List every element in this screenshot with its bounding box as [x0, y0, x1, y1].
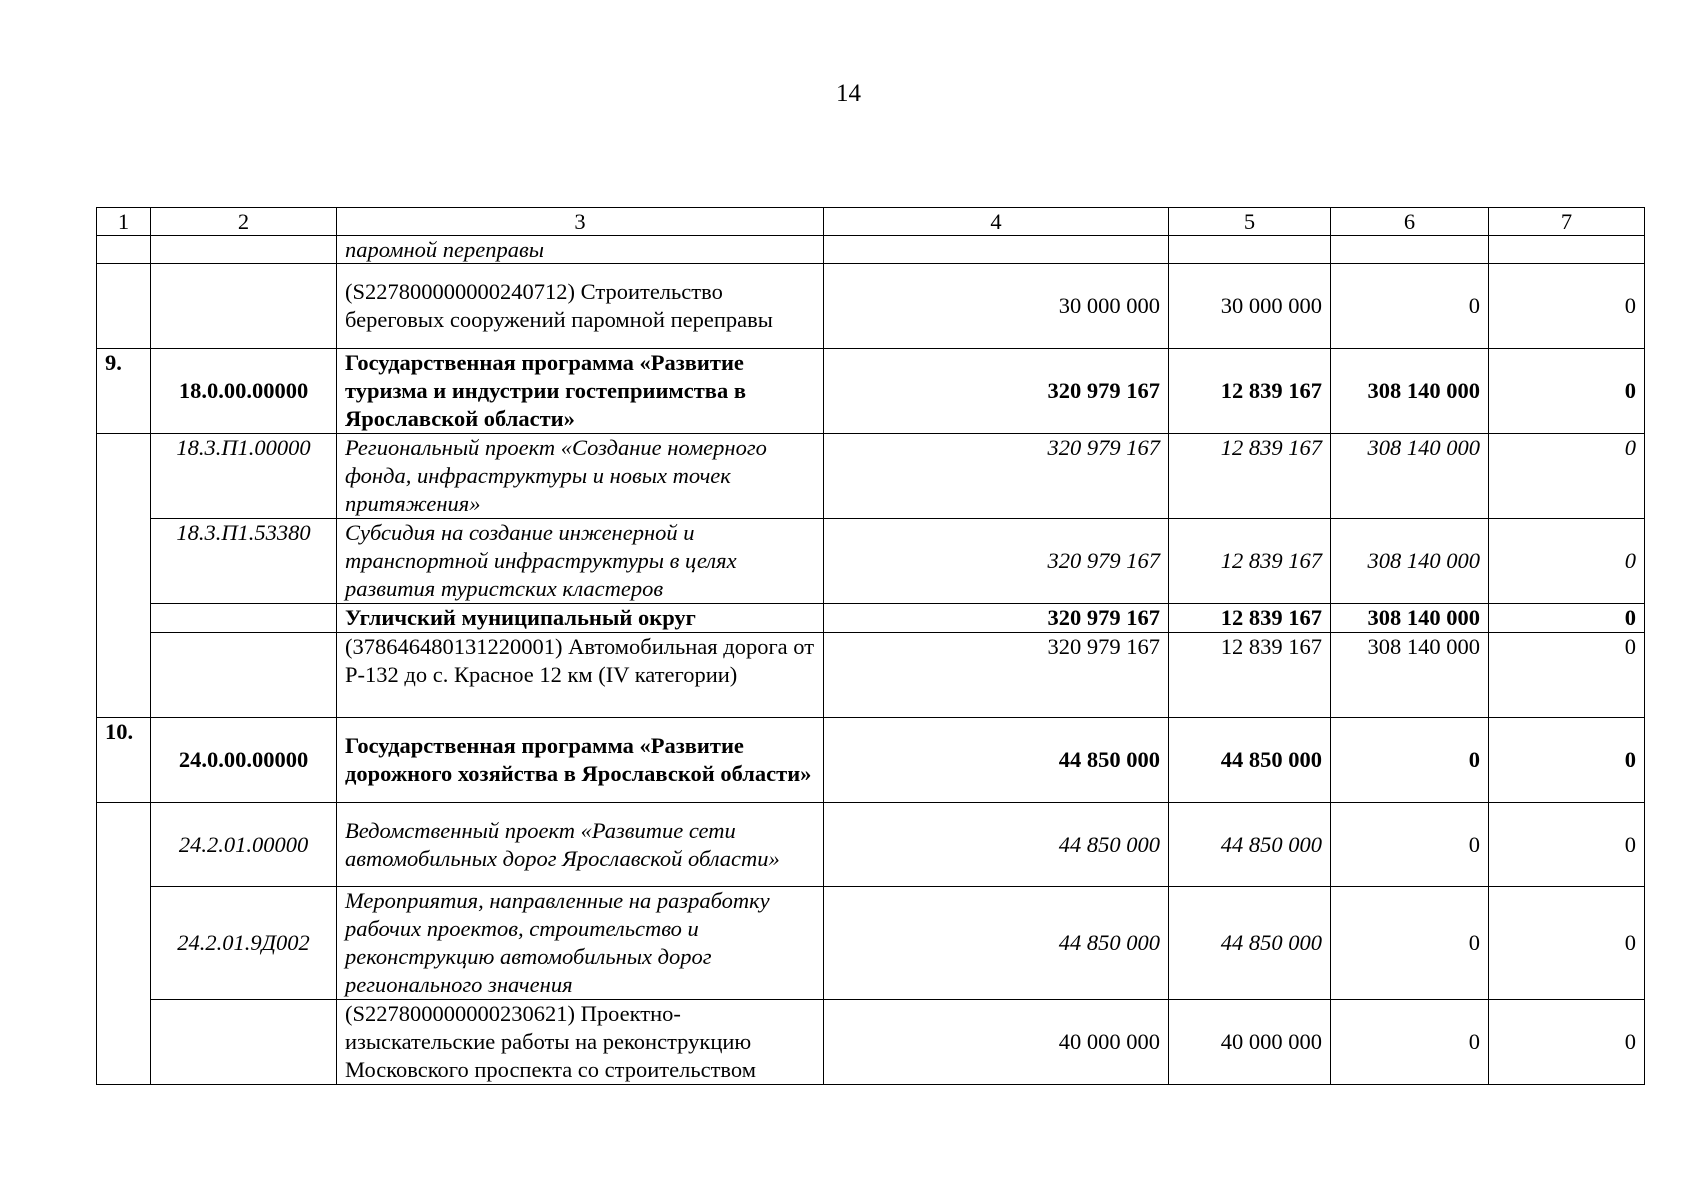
table-row	[97, 633, 1645, 718]
budget-table	[96, 207, 1645, 1085]
table-row	[97, 236, 1645, 264]
row-col4-cell	[824, 236, 1169, 264]
column-header-3: 3	[337, 208, 824, 236]
row-col5-cell: 12 839 167	[1169, 349, 1331, 434]
row-col5-cell: 44 850 000	[1169, 887, 1331, 1000]
table-row	[97, 519, 1645, 604]
row-col4-cell: 320 979 167	[824, 519, 1169, 604]
row-index-cell	[97, 236, 151, 264]
row-code-cell: 24.2.01.00000	[151, 803, 337, 887]
row-code-cell	[151, 1000, 337, 1085]
row-name-cell: Ведомственный проект «Развитие сети автомобильных дорог Ярославской области»	[337, 803, 824, 887]
row-index-cell	[97, 633, 151, 718]
row-col7-cell: 0	[1489, 718, 1645, 803]
column-header-2: 2	[151, 208, 337, 236]
row-col7-cell: 0	[1489, 1000, 1645, 1085]
row-col4-cell: 320 979 167	[824, 434, 1169, 519]
row-index-cell	[97, 604, 151, 633]
row-code-cell	[151, 236, 337, 264]
row-code-cell	[151, 633, 337, 718]
row-col4-cell: 30 000 000	[824, 264, 1169, 349]
row-col6-cell: 308 140 000	[1331, 434, 1489, 519]
table-row	[97, 887, 1645, 1000]
row-code-cell: 24.0.00.00000	[151, 718, 337, 803]
row-col6-cell: 308 140 000	[1331, 604, 1489, 633]
row-name-cell: (S227800000000230621) Проектно-изыскательские работы на реконструкцию Московского проспекта со строительством	[337, 1000, 824, 1085]
table-header-row	[97, 208, 1645, 236]
row-col7-cell: 0	[1489, 604, 1645, 633]
row-col6-cell: 0	[1331, 1000, 1489, 1085]
row-col7-cell	[1489, 236, 1645, 264]
column-header-4: 4	[824, 208, 1169, 236]
row-name-cell: Мероприятия, направленные на разработку рабочих проектов, строительство и реконструкцию автомобильных дорог регионального значения	[337, 887, 824, 1000]
row-col7-cell: 0	[1489, 803, 1645, 887]
table-row	[97, 349, 1645, 434]
table-row	[97, 434, 1645, 519]
row-index-cell: 9.	[97, 349, 151, 434]
row-col6-cell: 0	[1331, 718, 1489, 803]
row-index-cell	[97, 434, 151, 519]
row-index-cell: 10.	[97, 718, 151, 803]
row-col4-cell: 320 979 167	[824, 633, 1169, 718]
table-row	[97, 718, 1645, 803]
row-col6-cell: 308 140 000	[1331, 349, 1489, 434]
row-col7-cell: 0	[1489, 633, 1645, 718]
column-header-1: 1	[97, 208, 151, 236]
page-number: 14	[836, 80, 861, 107]
row-col7-cell: 0	[1489, 434, 1645, 519]
row-col5-cell: 12 839 167	[1169, 519, 1331, 604]
row-code-cell: 18.3.П1.00000	[151, 434, 337, 519]
row-col4-cell: 44 850 000	[824, 718, 1169, 803]
row-name-cell: Угличский муниципальный округ	[337, 604, 824, 633]
table-row	[97, 1000, 1645, 1085]
row-col4-cell: 40 000 000	[824, 1000, 1169, 1085]
row-col7-cell: 0	[1489, 264, 1645, 349]
row-col6-cell: 0	[1331, 887, 1489, 1000]
row-index-cell	[97, 887, 151, 1000]
row-name-cell: Государственная программа «Развитие туризма и индустрии гостеприимства в Ярославской области»	[337, 349, 824, 434]
row-index-cell	[97, 1000, 151, 1085]
row-col5-cell: 44 850 000	[1169, 803, 1331, 887]
table-row	[97, 604, 1645, 633]
table-row	[97, 264, 1645, 349]
row-col6-cell: 308 140 000	[1331, 633, 1489, 718]
column-header-6: 6	[1331, 208, 1489, 236]
column-header-7: 7	[1489, 208, 1645, 236]
row-index-cell	[97, 264, 151, 349]
row-name-cell: Государственная программа «Развитие дорожного хозяйства в Ярославской области»	[337, 718, 824, 803]
row-code-cell: 24.2.01.9Д002	[151, 887, 337, 1000]
row-index-cell	[97, 519, 151, 604]
row-code-cell	[151, 264, 337, 349]
row-name-cell: Субсидия на создание инженерной и транспортной инфраструктуры в целях развития туристских кластеров	[337, 519, 824, 604]
row-col6-cell: 0	[1331, 803, 1489, 887]
row-col6-cell: 308 140 000	[1331, 519, 1489, 604]
row-col4-cell: 320 979 167	[824, 604, 1169, 633]
row-col5-cell: 40 000 000	[1169, 1000, 1331, 1085]
row-col4-cell: 320 979 167	[824, 349, 1169, 434]
column-header-5: 5	[1169, 208, 1331, 236]
row-col7-cell: 0	[1489, 887, 1645, 1000]
row-code-cell: 18.3.П1.53380	[151, 519, 337, 604]
row-name-cell: паромной переправы	[337, 236, 824, 264]
row-col5-cell: 12 839 167	[1169, 604, 1331, 633]
row-col6-cell: 0	[1331, 264, 1489, 349]
row-col5-cell: 12 839 167	[1169, 434, 1331, 519]
table-row	[97, 803, 1645, 887]
row-code-cell	[151, 604, 337, 633]
row-name-cell: (378646480131220001) Автомобильная дорога от Р-132 до с. Красное 12 км (IV категории)	[337, 633, 824, 718]
row-col4-cell: 44 850 000	[824, 887, 1169, 1000]
row-col4-cell: 44 850 000	[824, 803, 1169, 887]
row-col6-cell	[1331, 236, 1489, 264]
row-col5-cell: 12 839 167	[1169, 633, 1331, 718]
row-col5-cell: 30 000 000	[1169, 264, 1331, 349]
row-col5-cell	[1169, 236, 1331, 264]
row-col5-cell: 44 850 000	[1169, 718, 1331, 803]
row-name-cell: (S227800000000240712) Строительство береговых сооружений паромной переправы	[337, 264, 824, 349]
row-col7-cell: 0	[1489, 349, 1645, 434]
row-code-cell: 18.0.00.00000	[151, 349, 337, 434]
row-col7-cell: 0	[1489, 519, 1645, 604]
row-index-cell	[97, 803, 151, 887]
row-name-cell: Региональный проект «Создание номерного фонда, инфраструктуры и новых точек притяжения»	[337, 434, 824, 519]
